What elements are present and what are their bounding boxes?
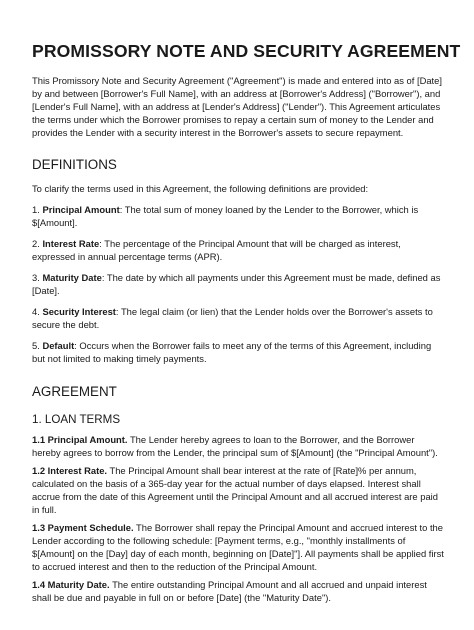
definition-item — [32, 305, 444, 331]
clause-text: The Borrower shall repay the Principal Amount and accrued interest to the Lender according to the following schedule: [Payment terms, e.g., "monthly installments of $[Amount] on the [Day] day of each month, beginning on [Date]"]. All payments shall be applied first to accrued interest and then to the reduction of the Principal Amount. — [32, 522, 444, 572]
definition-number: 4. — [32, 306, 40, 317]
clause-label: 1.3 Payment Schedule. — [32, 522, 134, 533]
definition-item — [32, 237, 444, 263]
definition-text: : The legal claim (or lien) that the Lender holds over the Borrower's assets to secure the debt. — [32, 306, 433, 330]
definition-term: Security Interest — [42, 306, 116, 317]
clause-label: 1.2 Interest Rate. — [32, 465, 108, 476]
definition-number: 2. — [32, 238, 40, 249]
clause-text: The Lender hereby agrees to loan to the Borrower, and the Borrower hereby agrees to borrow from the Lender, the principal sum of $[Amount] (the "Principal Amount"). — [32, 434, 438, 458]
document-page — [32, 40, 461, 604]
definition-text: : The date by which all payments under this Agreement must be made, defined as [Date]. — [32, 272, 441, 296]
definition-text: : The percentage of the Principal Amount that will be charged as interest, expressed in annual percentage terms (APR). — [32, 238, 401, 262]
definition-text: : Occurs when the Borrower fails to meet any of the terms of this Agreement, including but not limited to making timely payments. — [32, 340, 432, 364]
clause-paragraph — [32, 464, 444, 516]
agreement-heading: AGREEMENT — [32, 384, 117, 399]
definition-item — [32, 203, 444, 229]
clause-paragraph — [32, 521, 444, 573]
clause-paragraph — [32, 578, 444, 604]
definition-term: Default — [42, 340, 75, 351]
document-title: PROMISSORY NOTE AND SECURITY AGREEMENT — [32, 41, 461, 61]
clause-text: The Principal Amount shall bear interest at the rate of [Rate]% per annum, calculated on the basis of a 365-day year for the actual number of days elapsed. Interest shall accrue from the date of this Agreement until the Principal Amount and all accrued interest are paid in full. — [32, 465, 438, 515]
definitions-heading: DEFINITIONS — [32, 157, 117, 172]
definition-term: Principal Amount — [42, 204, 120, 215]
definition-term: Interest Rate — [42, 238, 100, 249]
definition-number: 3. — [32, 272, 40, 283]
definition-number: 1. — [32, 204, 40, 215]
definitions-lead: To clarify the terms used in this Agreement, the following definitions are provided: — [32, 183, 369, 194]
definition-number: 5. — [32, 340, 40, 351]
clause-paragraph — [32, 433, 444, 459]
definition-item — [32, 339, 444, 365]
definition-item — [32, 271, 444, 297]
loan-terms-heading: 1. LOAN TERMS — [32, 413, 121, 426]
clause-label: 1.1 Principal Amount. — [32, 434, 128, 445]
clause-text: The entire outstanding Principal Amount and all accrued and unpaid interest shall be due and payable in full on or before [Date] (the "Maturity Date"). — [32, 579, 427, 603]
definition-text: : The total sum of money loaned by the Lender to the Borrower, which is $[Amount]. — [32, 204, 419, 228]
clause-label: 1.4 Maturity Date. — [32, 579, 110, 590]
intro-paragraph: This Promissory Note and Security Agreement ("Agreement") is made and entered into as of [Date] by and between [Borrower's Full Name], with an address at [Borrower's Address] ("Borrower"), and [Lender's Full Name], with an address at [Lender's Address] ("Lender"). This Agreement articulates the terms under which the Borrower promises to repay a certain sum of money to the Lender and provides the Lender with a security interest in the Borrower's assets to secure repayment. — [32, 75, 442, 138]
definition-term: Maturity Date — [42, 272, 102, 283]
